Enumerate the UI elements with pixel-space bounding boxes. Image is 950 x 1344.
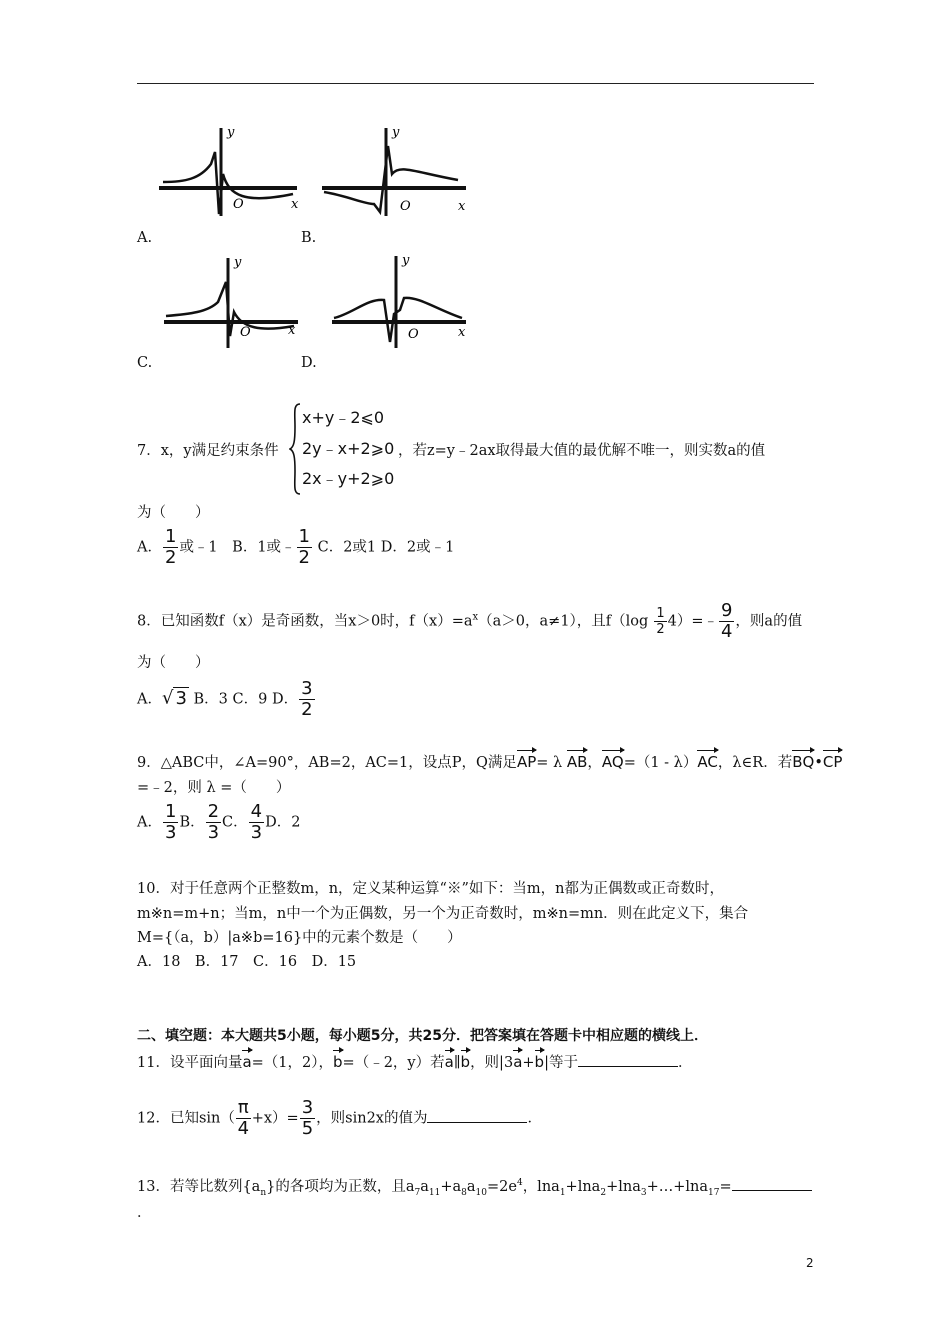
- q7-brace: [289, 403, 301, 495]
- graph-d: [328, 250, 473, 348]
- graph-d-origin-label: O: [408, 327, 419, 342]
- q7-opt-cd: C．2或1 D．2或﹣1: [317, 539, 455, 556]
- q6-option-d: D.: [301, 355, 317, 371]
- graph-a: [155, 124, 305, 216]
- q7-suffix: ，若z=y﹣2ax取得最大值的最优解不唯一，则实数a的值: [398, 443, 766, 459]
- q13-t2: }的各项均为正数，且a: [266, 1179, 415, 1195]
- q8-log-num: 1: [656, 606, 665, 621]
- vector-ac: AC: [697, 749, 717, 771]
- q9-options: [137, 803, 300, 842]
- header-rule: [137, 83, 814, 84]
- q13-t1: 13．若等比数列{a: [137, 1179, 261, 1195]
- q9-opt-b: B．: [179, 814, 205, 831]
- q13-t7: +lna: [606, 1179, 641, 1195]
- page-number: 2: [806, 1256, 814, 1270]
- q9-t1: 9．△ABC中，∠A=90°，AB=2，AC=1，设点P，Q满足: [137, 755, 517, 771]
- q12-t2: +x）=: [251, 1110, 299, 1127]
- q7-prefix: 7．x，y满足约束条件: [137, 443, 279, 459]
- q13-t9: =: [719, 1179, 732, 1195]
- q9-b-num: 2: [207, 801, 220, 822]
- q9-c-den: 3: [250, 822, 263, 843]
- q12-answer-blank[interactable]: [427, 1108, 527, 1123]
- q9-opt-c: C．: [222, 814, 248, 831]
- parallel-symbol: ∥: [453, 1055, 461, 1071]
- graph-c-y-label: y: [234, 255, 242, 270]
- q11-answer-blank[interactable]: [578, 1052, 678, 1067]
- graph-b-y-label: y: [392, 125, 400, 140]
- q8-sqrt-radicand: 3: [175, 687, 187, 709]
- vector-a-2: a: [445, 1049, 454, 1071]
- q9-frac-b: [206, 803, 221, 842]
- q8-line1: [137, 602, 802, 641]
- vector-a: a: [242, 1049, 251, 1071]
- q9-frac-a: [163, 803, 178, 842]
- q8-text1: 8．已知函数f（x）是奇函数，当x＞0时，f（x）=a: [137, 613, 473, 630]
- q9-frac-c: [249, 803, 264, 842]
- vector-bq: BQ: [792, 749, 814, 771]
- q9-opt-a: A．: [137, 814, 162, 831]
- q9-t5: ，λ∈R．若: [717, 755, 793, 771]
- graph-a-origin-label: O: [233, 197, 244, 212]
- q8-text3: 4）=﹣: [667, 613, 718, 630]
- q8-value-fraction: [719, 602, 734, 641]
- q13-sub-8: 8: [461, 1187, 467, 1198]
- q11-line: [137, 1049, 692, 1072]
- q8-sup-x: x: [472, 611, 479, 623]
- graph-b-x-label: x: [458, 199, 466, 214]
- q8-log-den: 2: [656, 622, 665, 637]
- q13-line2: ．: [137, 1205, 152, 1221]
- q13-line: 13．若等比数列$\{a_n\}$的各项均为正数，且$a_7a_{11}+a_8a_{10}=2e^4$，lna$_1$+lna$_2$+lna$_3$+…+lna$_{17}$=: [137, 1175, 812, 1198]
- q12-line: [137, 1099, 542, 1138]
- q13-sub-n: n: [260, 1187, 267, 1198]
- q11-t2: =（1，2），: [251, 1055, 334, 1071]
- q11-t4: ，则|3: [470, 1055, 514, 1071]
- vector-ap: AP: [517, 749, 536, 771]
- q7-opt-a-prefix: A．: [137, 539, 162, 556]
- q7-line2: 为（ ）: [137, 505, 210, 521]
- q12-pi-den: 4: [237, 1118, 250, 1139]
- q9-opt-d: D．2: [265, 814, 301, 831]
- q8-text4: ，则a的值: [735, 613, 803, 630]
- q7-constraint-2: 2y﹣x+2⩾0: [302, 439, 395, 458]
- q13-t4: =2e: [486, 1179, 517, 1195]
- graph-b-origin-label: O: [400, 199, 411, 214]
- q6-option-c: C.: [137, 355, 153, 371]
- vector-cp: CP: [823, 749, 843, 771]
- graph-a-y-label: y: [227, 125, 235, 140]
- q9-c-num: 4: [250, 801, 263, 822]
- q12-t1: 12．已知sin（: [137, 1110, 235, 1127]
- section2-heading: 二、填空题：本大题共5小题，每小题5分，共25分．把答案填在答题卡中相应题的横线上．: [137, 1028, 708, 1044]
- q11-t1: 11．设平面向量: [137, 1055, 243, 1071]
- q10-options: A．18 B．17 C．16 D．15: [137, 954, 357, 970]
- graph-d-y-label: y: [402, 253, 410, 268]
- q7-frac-b-den: 2: [298, 547, 310, 568]
- q8-opt-d-fraction: [299, 680, 314, 719]
- q6-option-b: B.: [301, 230, 317, 246]
- vector-b: b: [333, 1049, 343, 1071]
- sqrt-icon: √: [161, 687, 174, 709]
- q9-t2: = λ: [536, 755, 563, 771]
- q8-options: [137, 680, 316, 719]
- q8-val-num: 9: [720, 600, 733, 621]
- q13-t3: +a: [440, 1179, 462, 1195]
- q12-pi-fraction: [236, 1099, 251, 1138]
- q9-b-den: 3: [207, 822, 220, 843]
- vector-aq: AQ: [602, 749, 624, 771]
- q13-sub-17: 17: [708, 1187, 720, 1198]
- q13-sub-11: 11: [428, 1187, 441, 1198]
- q13-t5: ，lna: [522, 1179, 560, 1195]
- q13-t6: +lna: [565, 1179, 601, 1195]
- q8-d-den: 2: [301, 699, 313, 720]
- graph-b: [318, 124, 473, 216]
- q7-fraction-b: [297, 528, 312, 567]
- q13-answer-blank[interactable]: [732, 1176, 812, 1191]
- q10-line3: M={（a，b）|a※b=16}中的元素个数是（ ）: [137, 930, 462, 946]
- vector-b-2: b: [461, 1049, 471, 1071]
- q13-sub-1: 1: [559, 1187, 566, 1198]
- q10-line2: m※n=m+n；当m，n中一个为正偶数，另一个为正奇数时，m※n=mn．则在此定义下，集合: [137, 906, 749, 922]
- q13-sub-7: 7: [414, 1187, 421, 1198]
- vector-ab: AB: [567, 749, 588, 771]
- q8-text2: （a＞0，a≠1），且f（log: [478, 613, 649, 630]
- q13-sub-3: 3: [640, 1187, 647, 1198]
- graph-c: [160, 252, 305, 348]
- q8-opt-a: A．: [137, 691, 162, 708]
- q7-options: [137, 528, 454, 567]
- graph-a-x-label: x: [291, 197, 299, 212]
- q8-d-num: 3: [301, 678, 313, 699]
- q13-t8: +…+lna: [646, 1179, 708, 1195]
- vector-a-3: a: [513, 1049, 522, 1071]
- q11-end: ．: [677, 1055, 693, 1071]
- q8-line2: 为（ ）: [137, 655, 210, 671]
- q12-v-den: 5: [301, 1118, 314, 1139]
- graph-c-origin-label: O: [240, 325, 251, 340]
- q7-constraint-1: x+y﹣2⩽0: [302, 408, 385, 427]
- q8-opt-bc: B．3 C．9 D．: [193, 691, 299, 708]
- q9-t3: ，: [587, 755, 602, 771]
- q12-t3: ，则sin2x的值为: [316, 1110, 428, 1127]
- q9-line1: [137, 749, 842, 772]
- q12-v-num: 3: [301, 1097, 314, 1118]
- q7-opt-a-post: 或﹣1 B．1或﹣: [179, 539, 296, 556]
- q11-t5: |等于: [544, 1055, 578, 1071]
- q7-constraint-3: 2x﹣y+2⩾0: [302, 469, 395, 488]
- q11-plus: +: [522, 1055, 535, 1071]
- q12-value-fraction: [300, 1099, 315, 1138]
- q13-sub-10: 10: [475, 1187, 487, 1198]
- q9-a-num: 1: [164, 801, 177, 822]
- q6-option-a: A.: [137, 230, 153, 246]
- q9-a-den: 3: [164, 822, 177, 843]
- q12-pi-num: π: [237, 1097, 249, 1118]
- q13-sub-2: 2: [600, 1187, 607, 1198]
- q7-fraction-a: [163, 528, 178, 567]
- graph-d-x-label: x: [458, 325, 466, 340]
- q8-log-base: [654, 607, 666, 636]
- q7-frac-b-num: 1: [298, 526, 310, 547]
- q7-frac-a-num: 1: [164, 526, 177, 547]
- q9-line2: =﹣2，则 λ =（ ）: [137, 780, 291, 796]
- q7-frac-a-den: 2: [164, 547, 177, 568]
- q10-line1: 10．对于任意两个正整数m，n，定义某种运算“※”如下：当m，n都为正偶数或正奇数时，: [137, 881, 724, 897]
- vector-b-3: b: [535, 1049, 545, 1071]
- q13-sup-4: 4: [516, 1178, 523, 1189]
- q12-end: ．: [527, 1110, 542, 1127]
- q9-dot: •: [814, 755, 823, 771]
- q8-val-den: 4: [720, 621, 733, 642]
- q11-t3: =（﹣2，y）若: [342, 1055, 445, 1071]
- q9-t4: =（1 - λ）: [623, 755, 698, 771]
- graph-c-x-label: x: [288, 323, 296, 338]
